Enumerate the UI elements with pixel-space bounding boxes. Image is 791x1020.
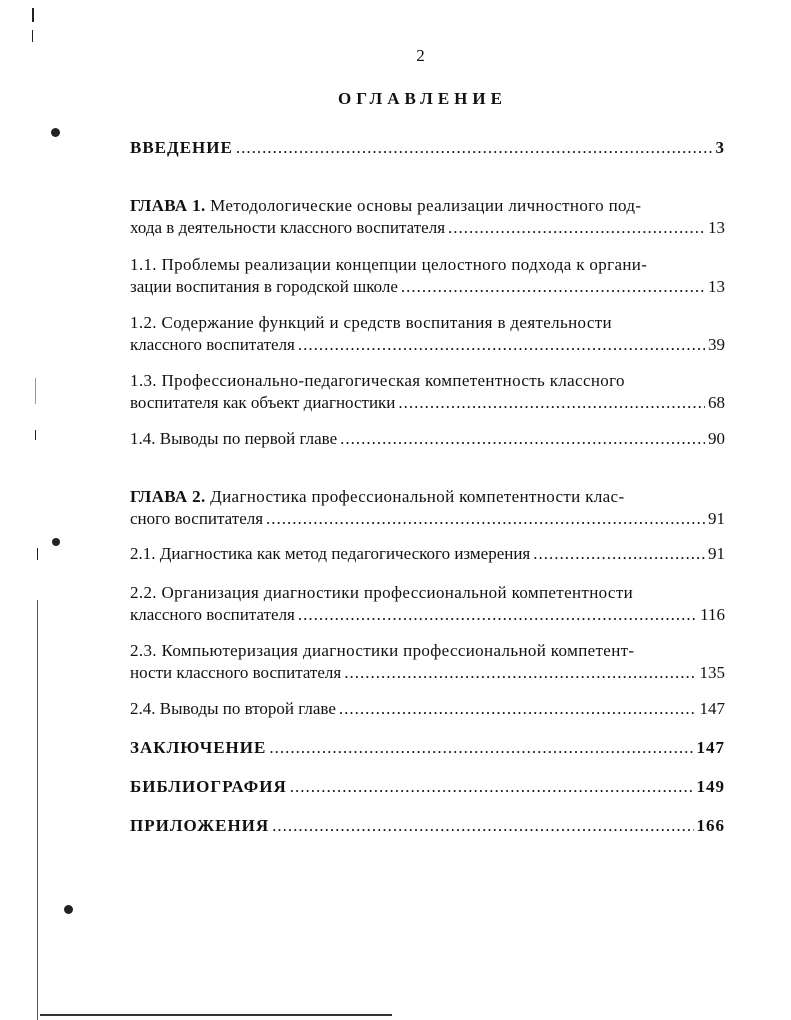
toc-page-number: 13 [708,218,725,237]
section-title: 2.1. Диагностика как метод педагогического измерения [130,544,531,563]
toc-entry-section-2-3[interactable] [130,640,725,684]
toc-page-number: 68 [708,393,725,412]
toc-page-number: 166 [696,816,725,835]
punch-hole-mark [51,128,60,137]
toc-page-number: 135 [699,663,725,682]
page-title: ОГЛАВЛЕНИЕ [338,89,507,108]
section-title-line2: зации воспитания в городской школе [130,277,398,296]
leader-dots [266,508,705,530]
section-title-line2: классного воспитателя [130,605,295,624]
section-title-line1: 1.2. Содержание функций и средств воспитания в деятельности [130,313,612,332]
bottom-edge-line [40,1014,392,1016]
section-title-line1: 1.3. Профессионально-педагогическая компетентность классного [130,371,625,390]
toc-entry-label: ЗАКЛЮЧЕНИЕ [130,738,267,757]
scan-artifact-mark [35,430,36,440]
section-title-line1: 2.3. Компьютеризация диагностики профессиональной компетент- [130,641,635,660]
punch-hole-mark [64,905,73,914]
toc-entry-chapter-2[interactable] [130,486,725,530]
toc-entry-appendices[interactable] [130,815,725,837]
chapter-label: ГЛАВА 2. [130,487,206,506]
chapter-title-line2: сного воспитателя [130,509,264,528]
toc-entry-section-1-3[interactable] [130,370,725,414]
toc-page-number: 91 [708,544,725,563]
section-title-line2: классного воспитателя [130,335,295,354]
leader-dots [340,428,705,450]
toc-entry-conclusion[interactable] [130,737,725,759]
toc-page-number: 147 [696,738,725,757]
leader-dots [398,392,705,414]
toc-entry-section-1-4[interactable] [130,428,725,450]
toc-entry-section-2-2[interactable] [130,582,725,626]
toc-entry-introduction[interactable] [130,137,725,159]
scan-artifact-mark [35,378,36,404]
margin-line [37,600,38,1020]
toc-entry-section-1-2[interactable] [130,312,725,356]
toc-entry-label: ВВЕДЕНИЕ [130,138,233,157]
section-title-line1: 1.1. Проблемы реализации концепции целостного подхода к органи- [130,255,648,274]
leader-dots [272,815,693,837]
toc-page-number: 149 [696,777,725,796]
leader-dots [401,276,705,298]
toc-page-number: 13 [708,277,725,296]
chapter-title-line1: Методологические основы реализации личностного под- [210,196,642,215]
leader-dots [533,543,705,565]
scan-artifact-mark [32,8,34,22]
toc-entry-section-2-4[interactable] [130,698,725,720]
leader-dots [236,137,713,159]
toc-entry-chapter-1[interactable] [130,195,725,239]
chapter-title-line2: хода в деятельности классного воспитателя [130,218,446,237]
leader-dots [339,698,697,720]
section-title: 1.4. Выводы по первой главе [130,429,338,448]
toc-page-number: 116 [700,605,725,624]
toc-entry-label: ПРИЛОЖЕНИЯ [130,816,270,835]
section-title: 2.4. Выводы по второй главе [130,699,336,718]
toc-page-number: 39 [708,335,725,354]
scan-artifact-mark [32,30,33,42]
section-title-line2: ности классного воспитателя [130,663,342,682]
chapter-title-line1: Диагностика профессиональной компетентности клас- [210,487,625,506]
toc-page-number: 147 [699,699,725,718]
toc-entry-bibliography[interactable] [130,776,725,798]
leader-dots [298,334,705,356]
punch-hole-mark [52,538,60,546]
leader-dots [269,737,693,759]
leader-dots [290,776,694,798]
leader-dots [298,604,697,626]
toc-page-number: 91 [708,509,725,528]
toc-page-number: 3 [715,138,725,157]
leader-dots [448,217,705,239]
section-title-line2: воспитателя как объект диагностики [130,393,396,412]
toc-entry-section-1-1[interactable] [130,254,725,298]
chapter-label: ГЛАВА 1. [130,196,206,215]
toc-entry-section-2-1[interactable] [130,543,725,565]
scan-artifact-mark [37,548,38,560]
page-number: 2 [416,46,425,65]
toc-page-number: 90 [708,429,725,448]
toc-entry-label: БИБЛИОГРАФИЯ [130,777,287,796]
leader-dots [344,662,696,684]
section-title-line1: 2.2. Организация диагностики профессиональной компетентности [130,583,634,602]
